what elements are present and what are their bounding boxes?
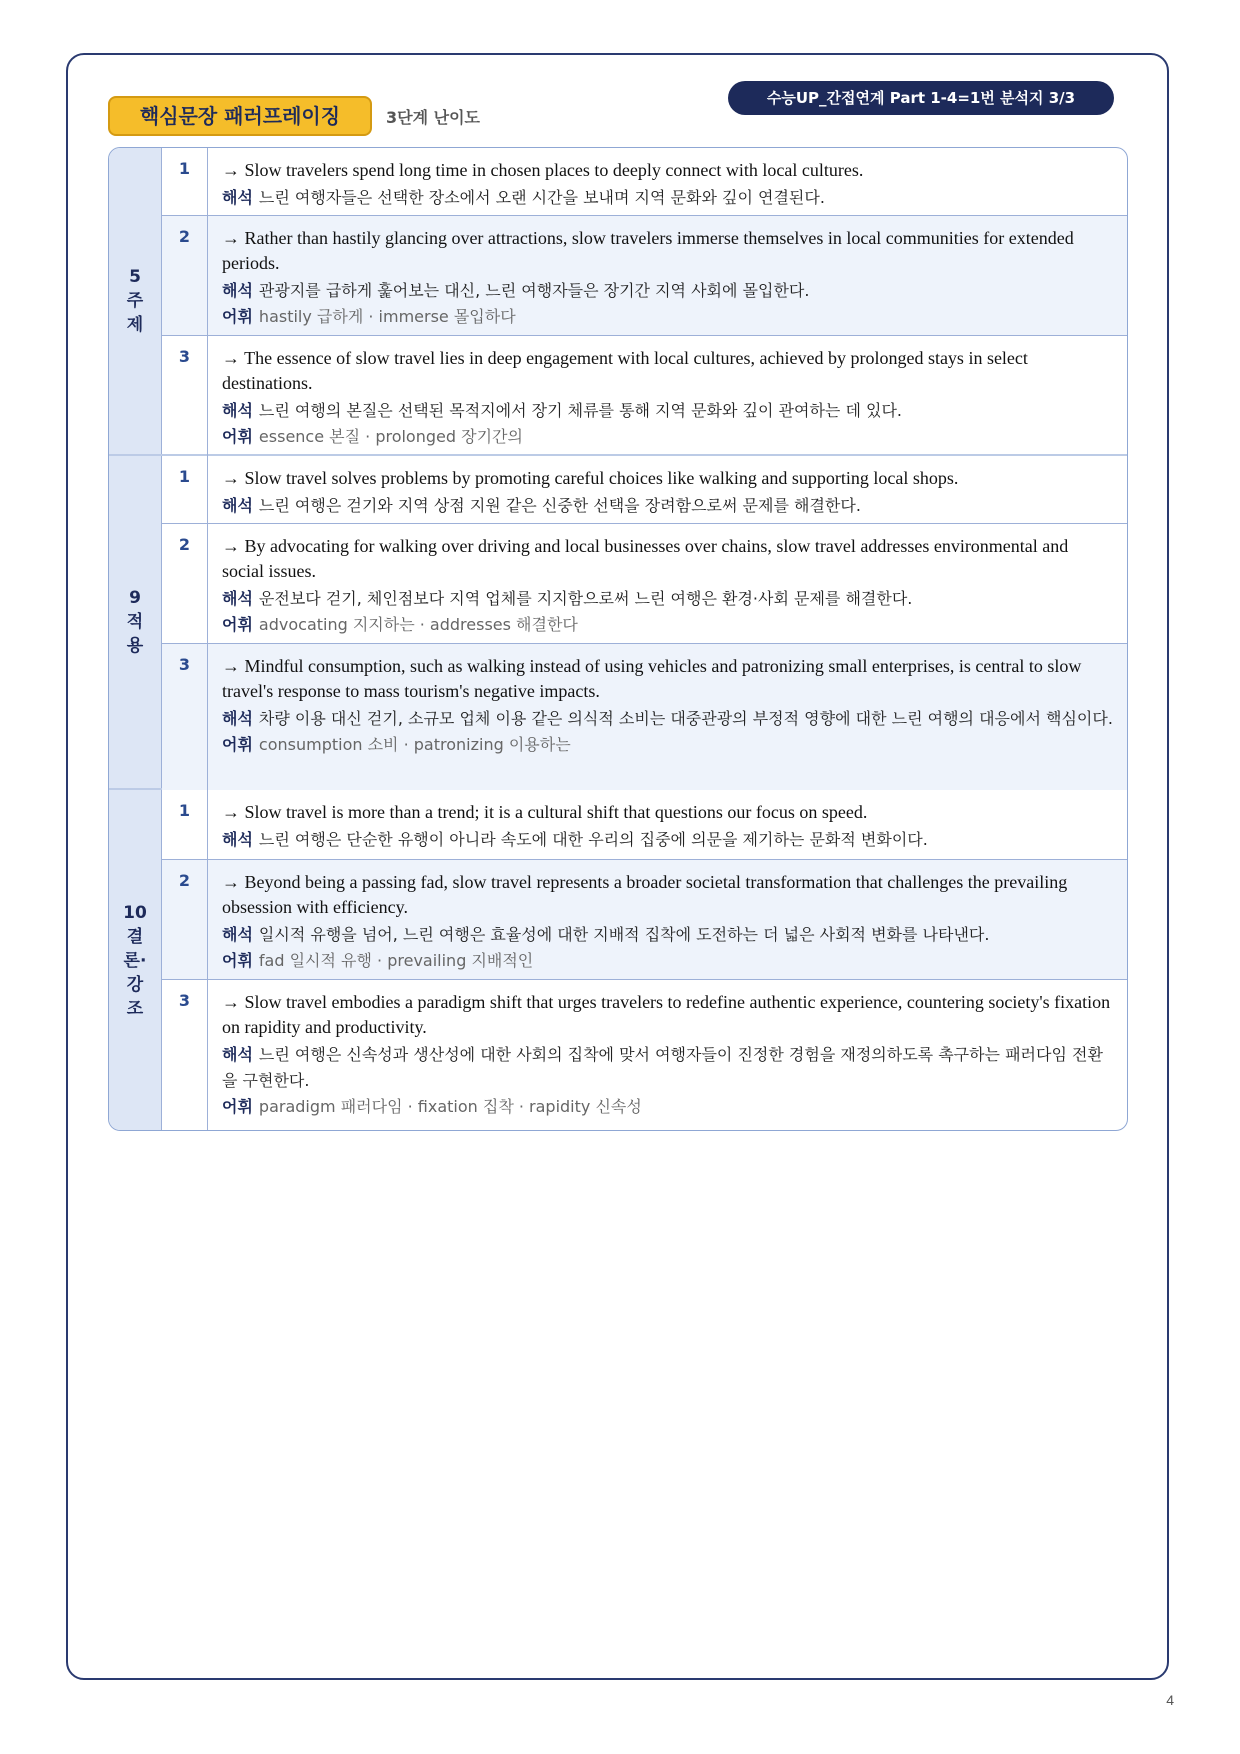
korean-translation: 해석 차량 이용 대신 걷기, 소규모 업체 이용 같은 의식적 소비는 대중관광의 부정적 영향에 대한 느린 여행의 대응에서 핵심이다. <box>222 709 1113 728</box>
table-row <box>162 644 1127 790</box>
vocabulary-line: 어휘 hastily 급하게 · immerse 몰입하다 <box>222 307 516 326</box>
english-sentence: → The essence of slow travel lies in deep engagement with local cultures, achieved by prolonged stays in select destinations. <box>222 348 1028 393</box>
row-number: 1 <box>162 456 208 523</box>
vocabulary-line: 어휘 paradigm 패러다임 · fixation 집착 · rapidity 신속성 <box>222 1097 642 1116</box>
korean-translation: 해석 느린 여행은 신속성과 생산성에 대한 사회의 집착에 맞서 여행자들이 진정한 경험을 재정의하도록 촉구하는 패러다임 전환을 구현한다. <box>222 1045 1103 1090</box>
group-label: 10 결 론· 강 조 <box>109 790 162 1131</box>
english-sentence: → By advocating for walking over driving and local businesses over chains, slow travel addresses environmental and social issues. <box>222 536 1069 581</box>
row-number: 3 <box>162 336 208 456</box>
korean-translation: 해석 느린 여행자들은 선택한 장소에서 오랜 시간을 보내며 지역 문화와 깊이 연결된다. <box>222 188 825 207</box>
vocabulary-tag: 어휘 <box>222 427 253 446</box>
table-row <box>162 148 1127 216</box>
row-number: 1 <box>162 790 208 859</box>
group-label: 5 주 제 <box>109 148 162 454</box>
row-number: 2 <box>162 524 208 643</box>
korean-translation: 해석 느린 여행은 걷기와 지역 상점 지원 같은 신중한 선택을 장려함으로써 문제를 해결한다. <box>222 496 861 515</box>
row-number: 3 <box>162 644 208 790</box>
korean-translation: 해석 일시적 유행을 넘어, 느린 여행은 효율성에 대한 지배적 집착에 도전하는 더 넓은 사회적 변화를 나타낸다. <box>222 925 990 944</box>
translation-tag: 해석 <box>222 925 253 944</box>
vocabulary-line: 어휘 advocating 지지하는 · addresses 해결한다 <box>222 615 578 634</box>
korean-translation: 해석 느린 여행의 본질은 선택된 목적지에서 장기 체류를 통해 지역 문화와 깊이 관여하는 데 있다. <box>222 401 902 420</box>
english-sentence: → Mindful consumption, such as walking instead of using vehicles and patronizing small enterprises, is central to slow travel's response to mass tourism's negative impacts. <box>222 656 1082 701</box>
english-sentence: → Rather than hastily glancing over attractions, slow travelers immerse themselves in local communities for extended periods. <box>222 228 1074 273</box>
translation-tag: 해석 <box>222 401 253 420</box>
english-sentence: → Slow travel is more than a trend; it is a cultural shift that questions our focus on speed. <box>222 802 868 822</box>
group-conclusion <box>109 790 1127 1131</box>
vocabulary-tag: 어휘 <box>222 951 253 970</box>
english-sentence: → Beyond being a passing fad, slow travel represents a broader societal transformation that challenges the prevailing obsession with efficiency. <box>222 872 1068 917</box>
english-sentence: → Slow travel solves problems by promoting careful choices like walking and supporting local shops. <box>222 468 959 488</box>
english-sentence: → Slow travel embodies a paradigm shift that urges travelers to redefine authentic experience, countering society's fixation on rapidity and productivity. <box>222 992 1111 1037</box>
korean-translation: 해석 운전보다 걷기, 체인점보다 지역 업체를 지지함으로써 느린 여행은 환경·사회 문제를 해결한다. <box>222 589 913 608</box>
table-row <box>162 336 1127 456</box>
translation-tag: 해석 <box>222 589 253 608</box>
korean-translation: 해석 관광지를 급하게 훑어보는 대신, 느린 여행자들은 장기간 지역 사회에 몰입한다. <box>222 281 810 300</box>
translation-tag: 해석 <box>222 281 253 300</box>
table-row <box>162 860 1127 980</box>
vocabulary-tag: 어휘 <box>222 735 253 754</box>
translation-tag: 해석 <box>222 188 253 207</box>
row-number: 2 <box>162 216 208 335</box>
page-number: 4 <box>1166 1692 1174 1708</box>
row-number: 3 <box>162 980 208 1131</box>
translation-tag: 해석 <box>222 1045 253 1064</box>
document-tag: 수능UP_간접연계 Part 1-4=1번 분석지 3/3 <box>728 81 1114 115</box>
group-label: 9 적 용 <box>109 456 162 788</box>
group-topic <box>109 148 1127 456</box>
vocabulary-tag: 어휘 <box>222 1097 253 1116</box>
english-sentence: → Slow travelers spend long time in chosen places to deeply connect with local cultures. <box>222 160 864 180</box>
section-title: 핵심문장 패러프레이징 <box>108 96 372 136</box>
vocabulary-line: 어휘 essence 본질 · prolonged 장기간의 <box>222 427 523 446</box>
paraphrase-table <box>108 147 1128 1131</box>
row-number: 2 <box>162 860 208 979</box>
vocabulary-tag: 어휘 <box>222 307 253 326</box>
table-row <box>162 456 1127 524</box>
row-number: 1 <box>162 148 208 215</box>
vocabulary-line: 어휘 consumption 소비 · patronizing 이용하는 <box>222 735 571 754</box>
table-row <box>162 524 1127 644</box>
table-row <box>162 980 1127 1131</box>
difficulty-level: 3단계 난이도 <box>386 108 480 127</box>
translation-tag: 해석 <box>222 830 253 849</box>
vocabulary-tag: 어휘 <box>222 615 253 634</box>
group-application <box>109 456 1127 790</box>
table-row <box>162 216 1127 336</box>
table-row <box>162 790 1127 860</box>
korean-translation: 해석 느린 여행은 단순한 유행이 아니라 속도에 대한 우리의 집중에 의문을 제기하는 문화적 변화이다. <box>222 830 928 849</box>
translation-tag: 해석 <box>222 709 253 728</box>
vocabulary-line: 어휘 fad 일시적 유행 · prevailing 지배적인 <box>222 951 534 970</box>
translation-tag: 해석 <box>222 496 253 515</box>
